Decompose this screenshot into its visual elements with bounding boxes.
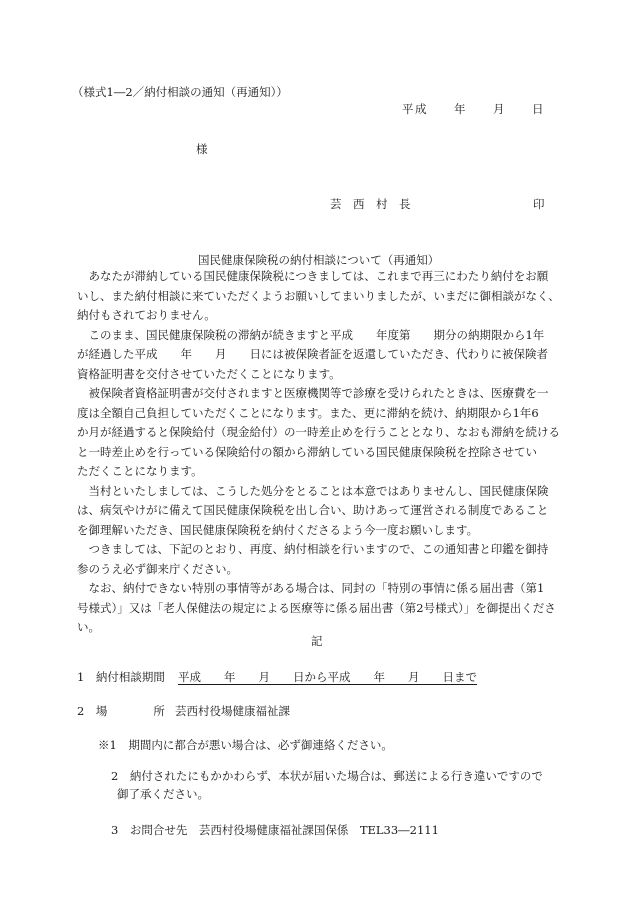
note-1: ※1 期間内に都合が悪い場合は、必ず御連絡ください。 — [98, 738, 393, 752]
para1-line2: いし、また納付相談に来ていただくようお願いしてまいりましたが、いまだに御相談がなく、 — [77, 288, 560, 303]
date-line: 平成 年 月 日 — [402, 102, 545, 116]
para4-line1: 当村といたしましては、こうした処分をとることは本意ではありませんし、国民健康保険 — [77, 483, 549, 498]
para2-line3: 資格証明書を交付させていただくことになります。 — [77, 366, 341, 381]
para3-line3: か月が経過すると保険給付（現金給付）の一時差止めを行うこととなり、なおも滞納を続ける — [77, 425, 560, 439]
para1-line1: あなたが滞納している国民健康保険税につきましては、これまで再三にわたり納付をお願 — [77, 269, 549, 283]
place-label: 2 場 所 — [77, 704, 165, 718]
para6-line1: なお、納付できない特別の事情等がある場合は、同封の「特別の事情に係る届出書（第1 — [77, 581, 545, 595]
ki-heading: 記 — [311, 634, 323, 648]
para2-line2: が経過した平成 年 月 日には被保険者証を返還していただき、代わりに被保険者 — [77, 347, 549, 361]
para3-line1: 被保険者資格証明書が交付されますと医療機関等で診療を受けられたときは、医療費を一 — [77, 386, 549, 400]
para6-line2: 号様式）」又は「老人保健法の規定による医療等に係る届出書（第2号様式）」を御提出くださ — [77, 600, 556, 615]
period-value: 平成 年 月 日から平成 年 月 日まで — [178, 670, 477, 684]
seal-mark: 印 — [533, 197, 545, 211]
place-value: 芸西村役場健康福祉課 — [175, 704, 290, 718]
body-text — [77, 267, 561, 638]
para5-line2: 参のうえ必ず御来庁ください。 — [77, 561, 238, 576]
para5-line1: つきましては、下記のとおり、再度、納付相談を行いますので、この通知書と印鑑を御持 — [77, 542, 549, 556]
para3-line5: ただくことになります。 — [77, 464, 203, 478]
sender-title: 芸 西 村 長 — [330, 197, 411, 211]
note-2-line2: 御了承ください。 — [117, 787, 209, 801]
note-2-line1: 2 納付されたにもかかわらず、本状が届いた場合は、郵送による行き違いですので — [111, 769, 543, 783]
note-3: 3 お問合せ先 芸西村役場健康福祉課国保係 TEL33―2111 — [111, 823, 439, 837]
para2-line1: このまま、国民健康保険税の滞納が続きますと平成 年度第 期分の納期限から1年 — [77, 327, 545, 342]
para4-line2: は、病気やけがに備えて国民健康保険税を出し合い、助けあって運営される制度であること — [77, 503, 549, 517]
form-label: （様式1―2／納付相談の通知（再通知）） — [72, 85, 288, 99]
para4-line3: を御理解いただき、国民健康保険税を納付くださるよう今一度お願いします。 — [77, 522, 479, 537]
para3-line2: 度は全額自己負担していただくことになります。また、更に滞納を続け、納期限から1年6 — [77, 405, 539, 420]
period-label: 1 納付相談期間 — [77, 670, 165, 684]
para3-line4: と一時差止めを行っている保険給付の額から滞納している国民健康保険税を控除させてい — [77, 444, 537, 459]
para6-line3: い。 — [77, 620, 100, 634]
addressee-suffix: 様 — [196, 142, 208, 156]
subject-title: 国民健康保険税の納付相談について（再通知） — [198, 253, 440, 267]
para1-line3: 納付もされておりません。 — [77, 308, 216, 322]
